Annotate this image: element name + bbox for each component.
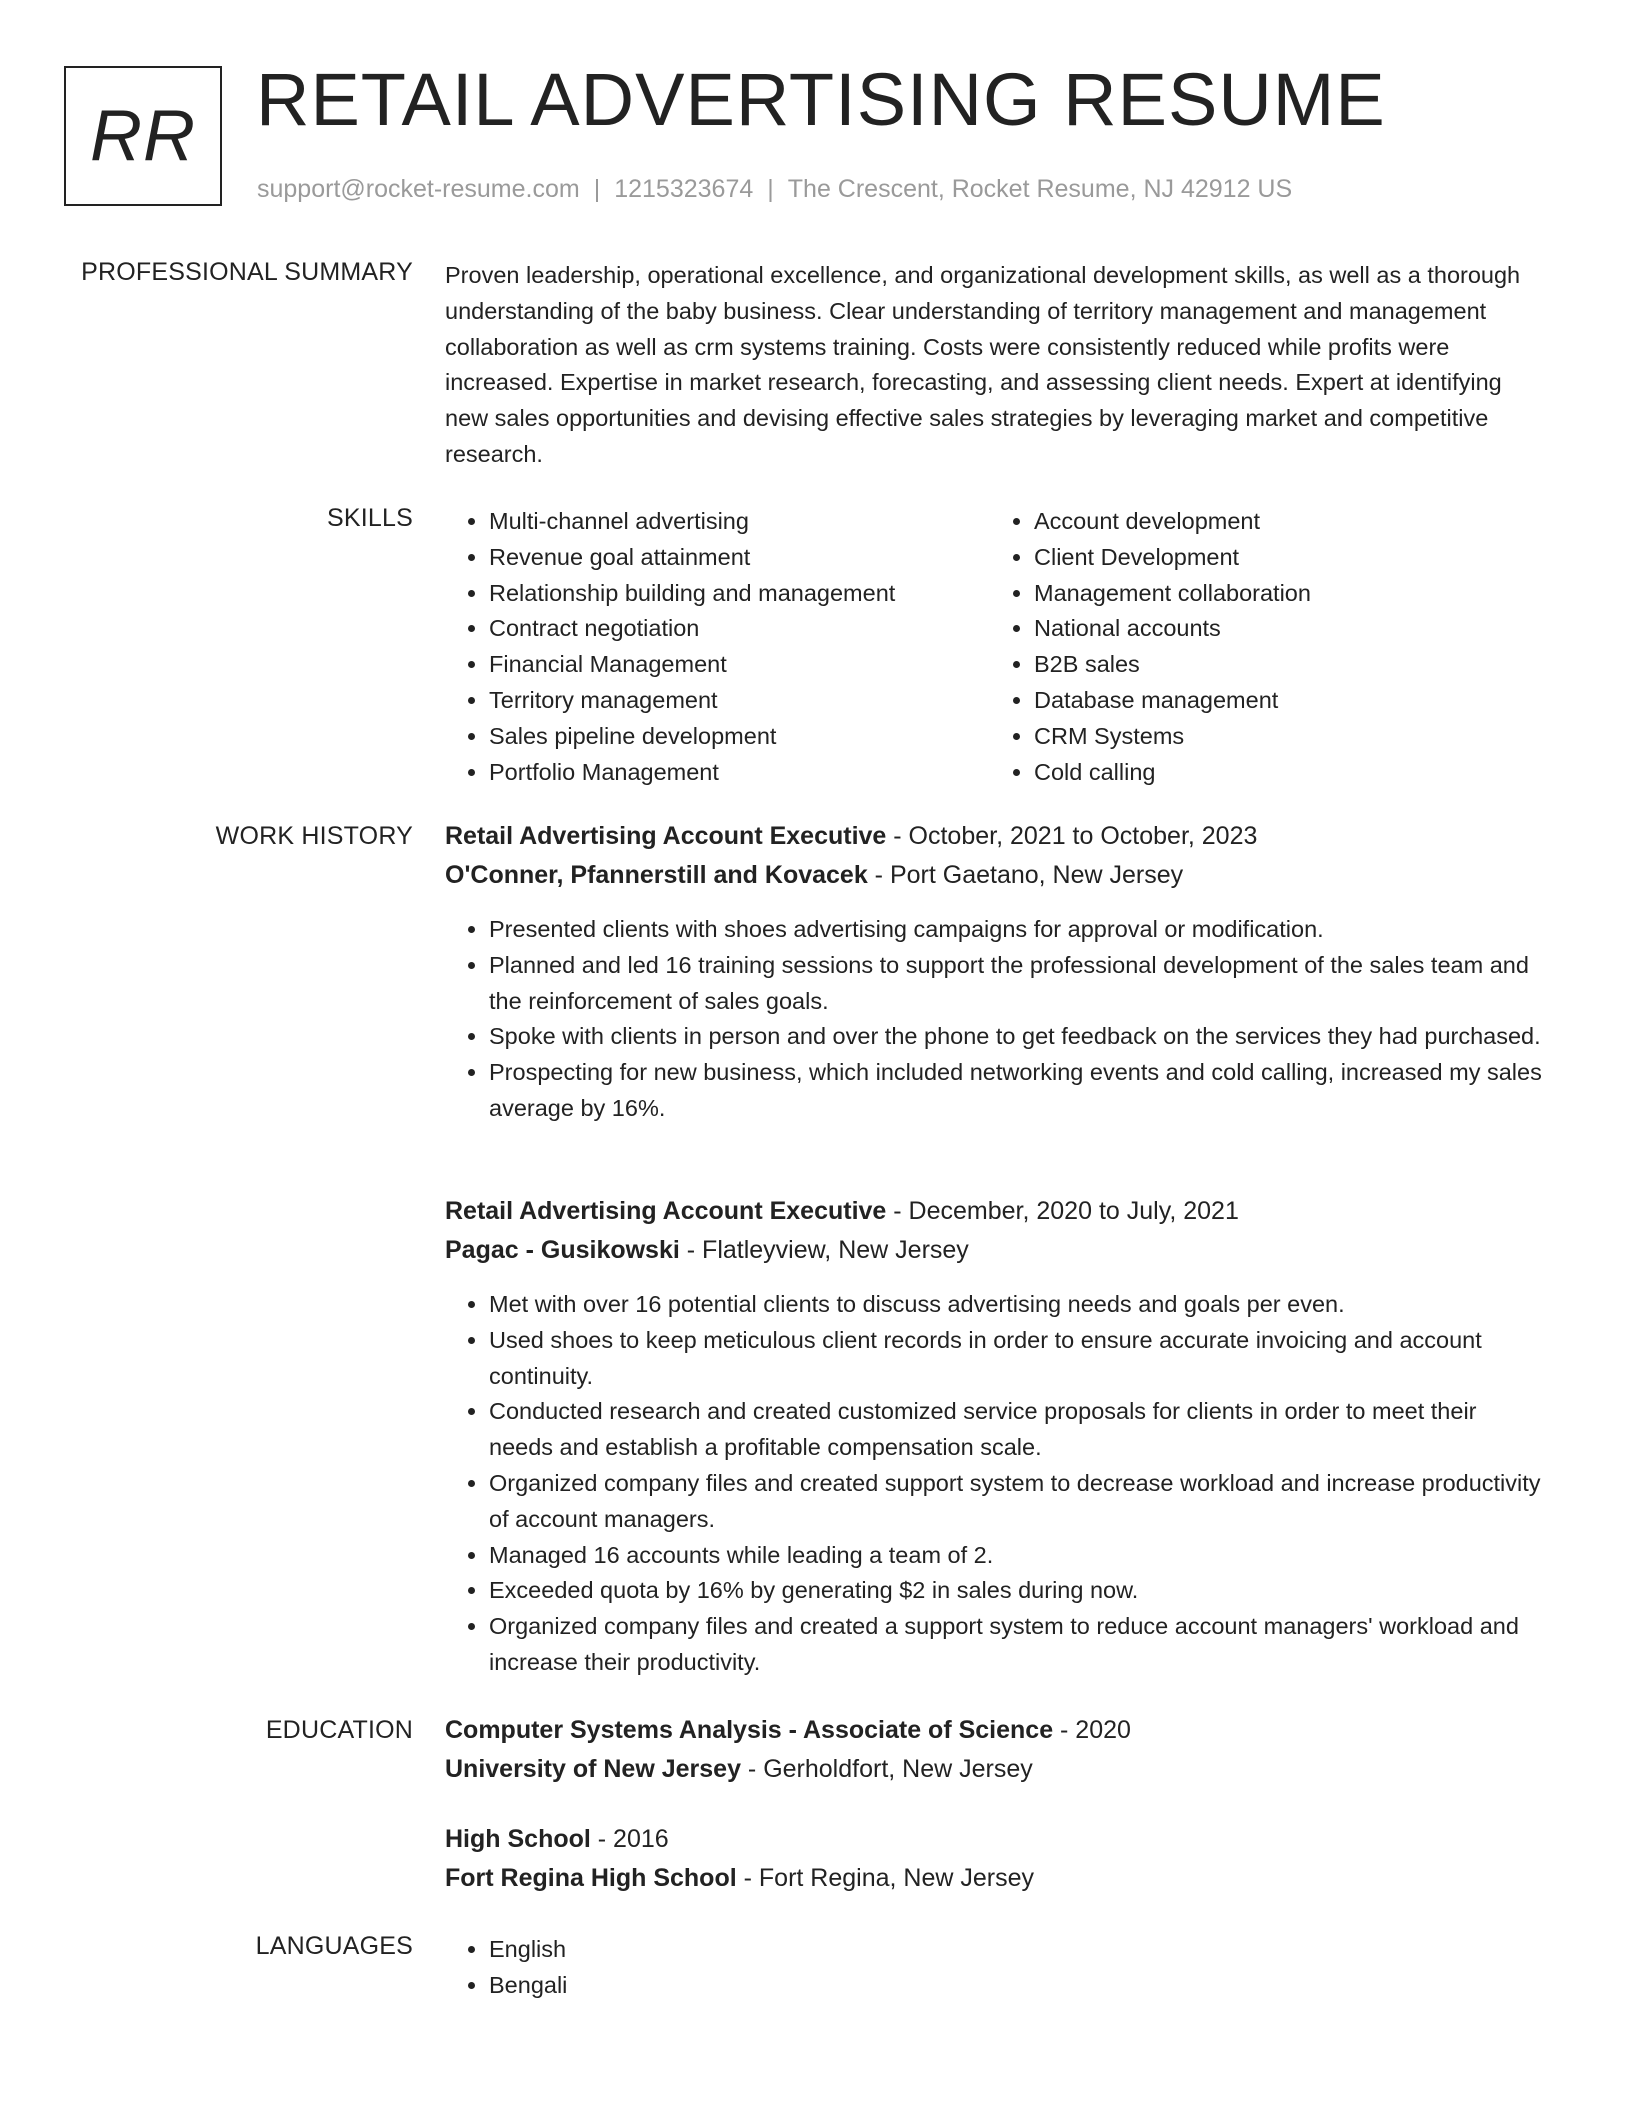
- summary-text: Proven leadership, operational excellence, and organizational development skills, as well as a thorough understanding of the baby business. Clear understanding of territory management and management collaboration as well as crm systems training. Costs were consistently reduced while profits were increased. Expertise in market research, forecasting, and assessing client needs. Expert at identifying new sales opportunities and devising effective sales strategies by leveraging market and competitive research.: [445, 262, 1521, 467]
- job-company-line: [445, 1231, 1545, 1270]
- skill-item: • Client Development: [1034, 540, 1530, 576]
- education-school: Fort Regina High School: [445, 1864, 737, 1892]
- education-school-line: [445, 1859, 1545, 1898]
- skill-item: • Multi-channel advertising: [489, 504, 985, 540]
- education-degree-line: [445, 1820, 1545, 1859]
- education-degree: Computer Systems Analysis - Associate of Science: [445, 1716, 1054, 1744]
- skill-item: • Database management: [1034, 683, 1530, 719]
- education-entry: [445, 1711, 1545, 1789]
- job-duty: • Planned and led 16 training sessions to support the professional development of the sales team and the reinforcement of sales goals.: [489, 948, 1545, 1020]
- job-duty: • Organized company files and created a support system to reduce account managers' workload and increase their productivity.: [489, 1609, 1545, 1681]
- skill-item: • Account development: [1034, 504, 1530, 540]
- skill-item: • Cold calling: [1034, 755, 1530, 791]
- section-label-education: EDUCATION: [265, 1716, 413, 1744]
- section-label-summary: PROFESSIONAL SUMMARY: [81, 258, 413, 286]
- education-school: University of New Jersey: [445, 1755, 741, 1783]
- page-title: RETAIL ADVERTISING RESUME: [256, 58, 1386, 141]
- skill-item: • Contract negotiation: [489, 611, 985, 647]
- education-degree: High School: [445, 1825, 591, 1853]
- contact-line: [257, 175, 1292, 204]
- job-dates: - December, 2020 to July, 2021: [886, 1197, 1239, 1225]
- education-location: - Gerholdfort, New Jersey: [740, 1755, 1033, 1783]
- skill-item: • CRM Systems: [1034, 719, 1530, 755]
- job-location: - Flatleyview, New Jersey: [679, 1236, 969, 1264]
- section-label-skills: SKILLS: [327, 504, 413, 532]
- job-location: - Port Gaetano, New Jersey: [867, 861, 1184, 889]
- job-title-line: [445, 817, 1545, 856]
- section-label-languages: LANGUAGES: [255, 1932, 413, 1960]
- job-duty: • Conducted research and created customized service proposals for clients in order to meet their needs and establish a profitable compensation scale.: [489, 1394, 1545, 1466]
- education-degree-line: [445, 1711, 1545, 1750]
- contact-email: support@rocket-resume.com: [257, 175, 580, 203]
- skill-item: • B2B sales: [1034, 647, 1530, 683]
- language-item: • English: [489, 1932, 1545, 1968]
- job-dates: - October, 2021 to October, 2023: [886, 822, 1258, 850]
- education-entry: [445, 1820, 1545, 1898]
- education-location: - Fort Regina, New Jersey: [736, 1864, 1034, 1892]
- skill-item: • Sales pipeline development: [489, 719, 985, 755]
- job-duty: • Spoke with clients in person and over the phone to get feedback on the services they had purchased.: [489, 1019, 1545, 1055]
- contact-phone: 1215323674: [614, 175, 754, 203]
- job-company: O'Conner, Pfannerstill and Kovacek: [445, 861, 868, 889]
- skills-column-left: [445, 504, 985, 790]
- skills-column-right: [990, 504, 1530, 790]
- job-title: Retail Advertising Account Executive: [445, 1197, 887, 1225]
- job-company-line: [445, 856, 1545, 895]
- job-duty: • Organized company files and created support system to decrease workload and increase productivity of account managers.: [489, 1466, 1545, 1538]
- job-entry: [445, 817, 1545, 895]
- skill-item: • Management collaboration: [1034, 576, 1530, 612]
- job-duty: • Exceeded quota by 16% by generating $2 in sales during now.: [489, 1573, 1545, 1609]
- job-duty: • Met with over 16 potential clients to discuss advertising needs and goals per even.: [489, 1287, 1545, 1323]
- skill-item: • National accounts: [1034, 611, 1530, 647]
- contact-address: The Crescent, Rocket Resume, NJ 42912 US: [787, 175, 1293, 203]
- skill-item: • Relationship building and management: [489, 576, 985, 612]
- education-year: - 2020: [1053, 1716, 1131, 1744]
- education-year: - 2016: [590, 1825, 669, 1853]
- job-duty: • Used shoes to keep meticulous client records in order to ensure accurate invoicing and account continuity.: [489, 1323, 1545, 1395]
- education-school-line: [445, 1750, 1545, 1789]
- job-entry: [445, 1192, 1545, 1270]
- skill-item: • Portfolio Management: [489, 755, 985, 791]
- language-item: • Bengali: [489, 1968, 1545, 2004]
- monogram-logo: RR: [64, 66, 222, 206]
- job-title-line: [445, 1192, 1545, 1231]
- job-duties: [445, 912, 1545, 1127]
- job-duty: • Prospecting for new business, which included networking events and cold calling, increased my sales average by 16%.: [489, 1055, 1545, 1127]
- skill-item: • Financial Management: [489, 647, 985, 683]
- contact-separator: |: [593, 175, 601, 203]
- job-title: Retail Advertising Account Executive: [445, 822, 887, 850]
- job-duty: • Presented clients with shoes advertising campaigns for approval or modification.: [489, 912, 1545, 948]
- section-label-work-history: WORK HISTORY: [215, 822, 413, 850]
- skill-item: • Territory management: [489, 683, 985, 719]
- skill-item: • Revenue goal attainment: [489, 540, 985, 576]
- job-company: Pagac - Gusikowski: [445, 1236, 680, 1264]
- job-duty: • Managed 16 accounts while leading a team of 2.: [489, 1538, 1545, 1574]
- job-duties: [445, 1287, 1545, 1681]
- contact-separator: |: [767, 175, 774, 203]
